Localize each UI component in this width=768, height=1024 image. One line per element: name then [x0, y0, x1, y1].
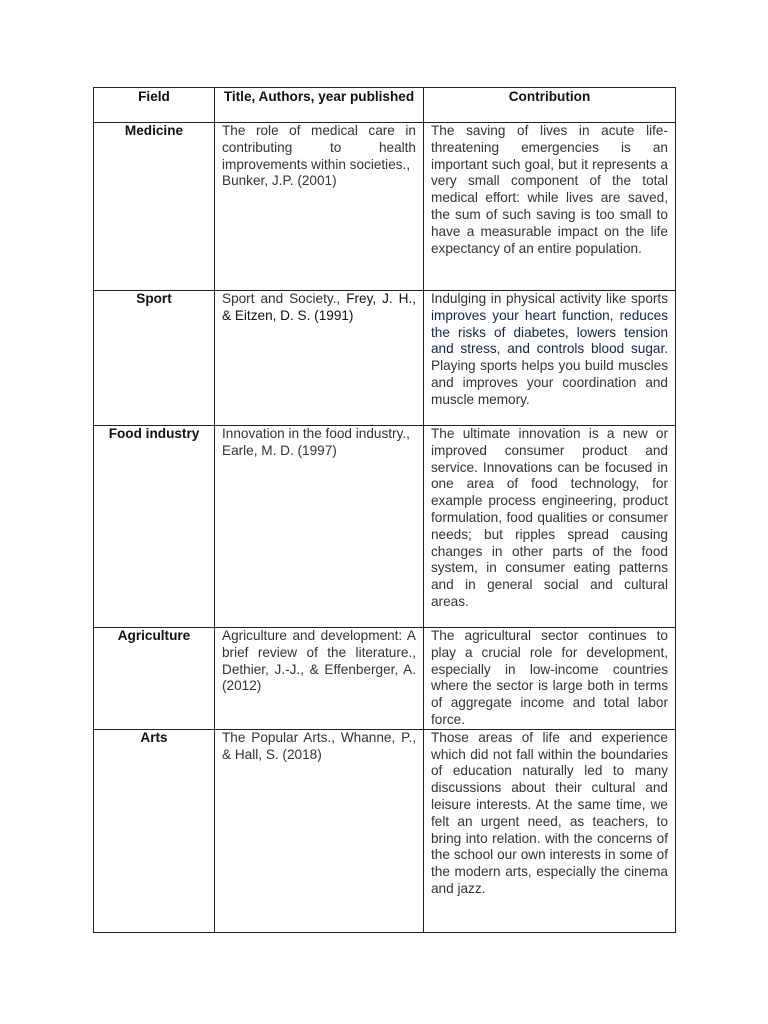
row-field: Medicine: [94, 123, 215, 291]
header-field: Field: [94, 88, 215, 123]
header-contribution: Contribution: [424, 88, 676, 123]
row-contribution: The agricultural sector continues to play a crucial role for development, especially in low-income countries where the sector is large both in terms of aggregate income and total labor force.: [424, 628, 676, 730]
table-row: [94, 729, 676, 932]
row-title: The role of medical care in contributing to health improvements within societies.,: [222, 123, 416, 172]
header-title: Title, Authors, year published: [215, 88, 424, 123]
row-title: Innovation in the food industry.,: [222, 426, 410, 441]
row-field: Food industry: [94, 426, 215, 628]
row-authors: Bunker, J.P. (2001): [222, 173, 337, 189]
row-contribution-cell: [424, 291, 676, 426]
row-title: The Popular Arts., Whanne, P., & Hall, S. (2018): [215, 729, 424, 932]
row-title: Agriculture and development: A brief review of the literature., Dethier, J.-J., & Effenberger, A. (2012): [215, 628, 424, 730]
table-row: [94, 291, 676, 426]
row-title-cell: [215, 291, 424, 426]
row-authors: Earle, M. D. (1997): [222, 442, 337, 458]
table-row: [94, 123, 676, 291]
header-row: [94, 88, 676, 123]
row-title: Sport and Society.,: [222, 291, 341, 306]
row-field: Sport: [94, 291, 215, 426]
row-field: Agriculture: [94, 628, 215, 730]
row-authors: Frey, J. H., & Eitzen, D. S. (1991): [222, 291, 417, 323]
row-title-cell: [215, 426, 424, 628]
row-contribution: The saving of lives in acute life-threatening emergencies is an important such goal, but it represents a very small component of the total medical effort: while lives are saved, the sum of such saving is too small to have a measurable impact on the life expectancy of an entire population.: [424, 123, 676, 291]
row-contribution: Those areas of life and experience which did not fall within the boundaries of education naturally led to many discussions about their cultural and leisure interests. At the same time, we felt an urgent need, as teachers, to bring into relation. with the concerns of the school our own interests in some of the modern arts, especially the cinema and jazz.: [424, 729, 676, 932]
row-title-cell: [215, 123, 424, 291]
row-contribution-part-b: improves your heart function, reduces the risks of diabetes, lowers tension and stress, and controls blood sugar: [431, 307, 668, 357]
row-field: Arts: [94, 729, 215, 932]
row-contribution-part-c: . Playing sports helps you build muscles and improves your coordination and muscle memory.: [431, 341, 668, 407]
table-row: [94, 426, 676, 628]
literature-table: [93, 87, 676, 933]
table-row: [94, 628, 676, 730]
row-contribution-part-a: Indulging in physical activity like sports: [431, 291, 668, 306]
row-contribution: The ultimate innovation is a new or improved consumer product and service. Innovations can be focused in one area of food technology, for example process engineering, product formulation, food qualities or consumer needs; but ripples spread causing changes in other parts of the food system, in consumer eating patterns and in general social and cultural areas.: [424, 426, 676, 628]
